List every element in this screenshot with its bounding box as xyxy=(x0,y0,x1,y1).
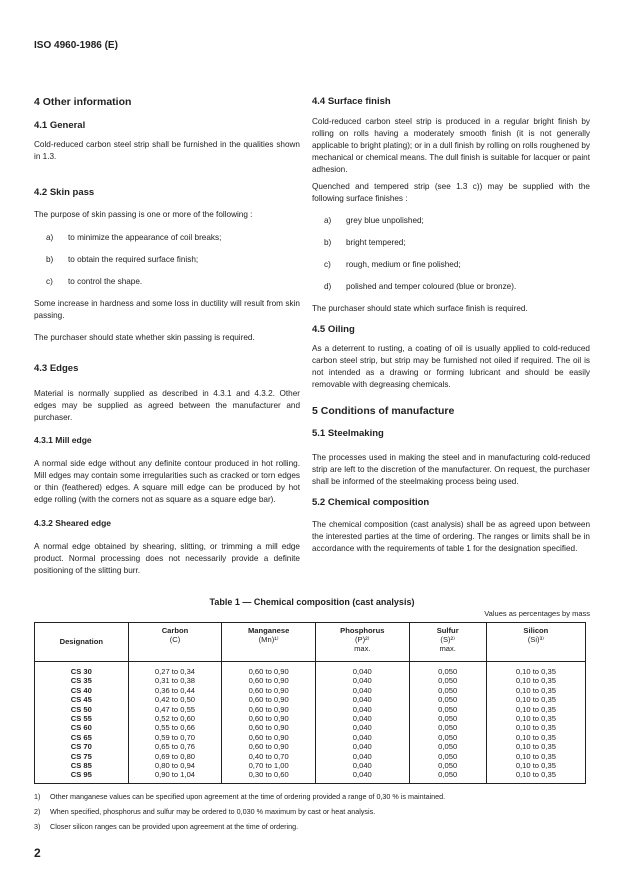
table-cell: CS 70 xyxy=(35,742,129,751)
table-cell: 0,040 xyxy=(315,752,409,761)
table-cell: CS 50 xyxy=(35,705,129,714)
heading-4-5: 4.5 Oiling xyxy=(312,324,355,335)
heading-4: 4 Other information xyxy=(34,96,132,108)
table-cell: 0,60 to 0,90 xyxy=(222,714,316,723)
table-cell: 0,10 to 0,35 xyxy=(486,770,585,783)
column-header xyxy=(128,623,222,662)
right-column xyxy=(312,96,590,555)
table-cell: 0,42 to 0,50 xyxy=(128,695,222,704)
table-cell: 0,040 xyxy=(315,733,409,742)
footnote: 1) Other manganese values can be specified upon agreement at the time of ordering provided a range of 0,30 % is maintained. xyxy=(34,791,446,801)
para-5-2: The chemical composition (cast analysis) shall be as agreed upon between the interested parties at the time of ordering. The ranges or limits shall be in accordance with the requirements of table 1 for the designation specified. xyxy=(312,520,590,553)
para-4-4: Cold-reduced carbon steel strip is produced in a regular bright finish by rolling on rolls having a moderately smooth finish (it is not generally applicable to bright plating); or in a dull finish by rolling on rolls roughened by mechanical or chemical means. The dull finish is suitable for lacquer or paint adhesion. xyxy=(312,117,590,174)
table-cell: 0,040 xyxy=(315,676,409,685)
footnote: 3) Closer silicon ranges can be provided upon agreement at the time of ordering. xyxy=(34,821,299,831)
table-cell: 0,30 to 0,60 xyxy=(222,770,316,783)
table-cell: 0,40 to 0,70 xyxy=(222,752,316,761)
table-cell: 0,050 xyxy=(409,733,486,742)
table-cell: 0,10 to 0,35 xyxy=(486,686,585,695)
column-header-name: Manganese xyxy=(247,626,290,635)
column-header-sub: (Si)³⁾ xyxy=(527,635,544,644)
column-header xyxy=(35,623,129,662)
heading-5-1: 5.1 Steelmaking xyxy=(312,428,384,439)
table-cell: 0,31 to 0,38 xyxy=(128,676,222,685)
table-cell: 0,10 to 0,35 xyxy=(486,676,585,685)
table-cell: 0,65 to 0,76 xyxy=(128,742,222,751)
column-header xyxy=(315,623,409,662)
table-cell: CS 85 xyxy=(35,761,129,770)
heading-4-1: 4.1 General xyxy=(34,120,86,131)
heading-5: 5 Conditions of manufacture xyxy=(312,405,455,417)
table-cell: 0,10 to 0,35 xyxy=(486,742,585,751)
para-4-3: Material is normally supplied as described in 4.3.1 and 4.3.2. Other edges may be supplied as agreed between the manufacturer and purchaser. xyxy=(34,389,300,422)
table-cell: 0,10 to 0,35 xyxy=(486,705,585,714)
table-cell: 0,10 to 0,35 xyxy=(486,723,585,732)
column-header-ex: max. xyxy=(439,644,456,653)
table-cell: 0,050 xyxy=(409,676,486,685)
table-cell: CS 30 xyxy=(35,662,129,677)
table-cell: 0,70 to 1,00 xyxy=(222,761,316,770)
table-cell: 0,040 xyxy=(315,723,409,732)
table-row xyxy=(35,733,586,742)
table-cell: 0,36 to 0,44 xyxy=(128,686,222,695)
table-cell: 0,60 to 0,90 xyxy=(222,662,316,677)
table-cell: 0,10 to 0,35 xyxy=(486,752,585,761)
table-cell: 0,050 xyxy=(409,770,486,783)
table-cell: CS 40 xyxy=(35,686,129,695)
list-item: a) grey blue unpolished; xyxy=(324,216,424,225)
table-row xyxy=(35,761,586,770)
table-cell: 0,10 to 0,35 xyxy=(486,733,585,742)
table-row xyxy=(35,723,586,732)
two-column-text xyxy=(34,96,590,577)
table-cell: 0,60 to 0,90 xyxy=(222,705,316,714)
column-header-sub: (Mn)¹⁾ xyxy=(258,635,279,644)
column-header-sub: (P)²⁾ xyxy=(355,635,370,644)
table-row xyxy=(35,695,586,704)
chemical-composition-table xyxy=(34,622,586,784)
column-header-name: Designation xyxy=(59,637,104,646)
table-cell: CS 35 xyxy=(35,676,129,685)
table-cell: 0,10 to 0,35 xyxy=(486,761,585,770)
table-cell: CS 65 xyxy=(35,733,129,742)
column-header xyxy=(409,623,486,662)
column-header-name: Sulfur xyxy=(436,626,459,635)
column-header xyxy=(486,623,585,662)
column-header-name: Phosphorus xyxy=(340,626,385,635)
table-row xyxy=(35,770,586,783)
table-cell: 0,10 to 0,35 xyxy=(486,695,585,704)
column-header-sub: (S)²⁾ xyxy=(440,635,455,644)
table-cell: 0,69 to 0,80 xyxy=(128,752,222,761)
table-row xyxy=(35,742,586,751)
list-item: d) polished and temper coloured (blue or bronze). xyxy=(324,282,517,291)
table-cell: 0,55 to 0,66 xyxy=(128,723,222,732)
heading-4-3-1: 4.3.1 Mill edge xyxy=(34,435,92,445)
table-cell: 0,10 to 0,35 xyxy=(486,714,585,723)
para-4-3-1: A normal side edge without any definite contour produced in hot rolling. Mill edges may contain some irregularities such as cracked or torn edges or thin (feathered) edges. A square mill edge can be produced by hot edge rolling (with the corners not as square as a square edge bar). xyxy=(34,459,300,504)
left-column xyxy=(34,96,300,577)
table-cell: 0,60 to 0,90 xyxy=(222,723,316,732)
table-cell: CS 45 xyxy=(35,695,129,704)
para-4-4-c: The purchaser should state which surface finish is required. xyxy=(312,304,528,313)
table-row xyxy=(35,676,586,685)
list-item: b) bright tempered; xyxy=(324,238,406,247)
para-4-3-2: A normal edge obtained by shearing, slitting, or trimming a mill edge product. Normal processing does not necessarily provide a definite positioning of the slitting burr. xyxy=(34,542,300,575)
para-4-1: Cold-reduced carbon steel strip shall be furnished in the qualities shown in 1.3. xyxy=(34,140,300,161)
table-section xyxy=(34,597,590,834)
table-cell: 0,050 xyxy=(409,742,486,751)
table-cell: CS 60 xyxy=(35,723,129,732)
table-cell: 0,60 to 0,90 xyxy=(222,733,316,742)
table-cell: 0,040 xyxy=(315,686,409,695)
table-row xyxy=(35,686,586,695)
para-4-2-c: The purchaser should state whether skin passing is required. xyxy=(34,333,255,342)
table-cell: 0,040 xyxy=(315,705,409,714)
heading-5-2: 5.2 Chemical composition xyxy=(312,497,430,508)
table-cell: 0,59 to 0,70 xyxy=(128,733,222,742)
heading-4-2: 4.2 Skin pass xyxy=(34,187,95,198)
table-cell: 0,050 xyxy=(409,662,486,677)
column-header-ex: max. xyxy=(354,644,371,653)
table-cell: 0,60 to 0,90 xyxy=(222,676,316,685)
column-header-name: Carbon xyxy=(161,626,189,635)
table-row xyxy=(35,714,586,723)
list-item: c) rough, medium or fine polished; xyxy=(324,260,461,269)
table-cell: 0,040 xyxy=(315,761,409,770)
table-cell: 0,47 to 0,55 xyxy=(128,705,222,714)
list-item: c) to control the shape. xyxy=(46,277,143,286)
table-cell: 0,040 xyxy=(315,742,409,751)
heading-4-4: 4.4 Surface finish xyxy=(312,96,391,107)
table-cell: 0,050 xyxy=(409,723,486,732)
table-cell: CS 55 xyxy=(35,714,129,723)
table-cell: 0,60 to 0,90 xyxy=(222,686,316,695)
document-header: ISO 4960-1986 (E) xyxy=(34,40,118,51)
heading-4-3: 4.3 Edges xyxy=(34,363,79,374)
header-row xyxy=(35,623,586,662)
table-units-note: Values as percentages by mass xyxy=(484,609,590,618)
page-number: 2 xyxy=(34,845,41,860)
table-body xyxy=(35,662,586,784)
table-cell: 0,60 to 0,90 xyxy=(222,695,316,704)
para-4-2-b: Some increase in hardness and some loss in ductility will result from skin passing. xyxy=(34,299,300,320)
footnotes xyxy=(34,789,590,834)
table-cell: 0,050 xyxy=(409,714,486,723)
table-cell: 0,80 to 0,94 xyxy=(128,761,222,770)
list-item: a) to minimize the appearance of coil breaks; xyxy=(46,233,222,242)
table-cell: 0,040 xyxy=(315,662,409,677)
column-header-name: Silicon xyxy=(523,626,549,635)
table-cell: 0,050 xyxy=(409,705,486,714)
table-cell: 0,27 to 0,34 xyxy=(128,662,222,677)
table-row xyxy=(35,705,586,714)
column-header xyxy=(222,623,316,662)
table-cell: 0,050 xyxy=(409,686,486,695)
column-header-sub: (C) xyxy=(169,635,181,644)
table-row xyxy=(35,752,586,761)
table-title: Table 1 — Chemical composition (cast analysis) xyxy=(209,597,415,607)
para-4-4-b: Quenched and tempered strip (see 1.3 c)) may be supplied with the following surface finishes : xyxy=(312,182,590,203)
para-5-1: The processes used in making the steel and in manufacturing cold-reduced strip are left to the discretion of the manufacturer. On request, the purchaser shall be informed of the steelmaking process being used. xyxy=(312,453,590,486)
table-cell: 0,050 xyxy=(409,752,486,761)
table-cell: 0,040 xyxy=(315,770,409,783)
table-cell: 0,040 xyxy=(315,714,409,723)
table-row xyxy=(35,662,586,677)
list-item: b) to obtain the required surface finish; xyxy=(46,255,199,264)
table-cell: 0,050 xyxy=(409,761,486,770)
table-cell: 0,60 to 0,90 xyxy=(222,742,316,751)
table-cell: CS 95 xyxy=(35,770,129,783)
para-4-2: The purpose of skin passing is one or more of the following : xyxy=(34,210,253,219)
footnote: 2) When specified, phosphorus and sulfur may be ordered to 0,030 % maximum by cast or heat analysis. xyxy=(34,806,376,816)
table-cell: 0,90 to 1,04 xyxy=(128,770,222,783)
table-cell: 0,040 xyxy=(315,695,409,704)
table-cell: 0,050 xyxy=(409,695,486,704)
table-cell: CS 75 xyxy=(35,752,129,761)
table-cell: 0,52 to 0,60 xyxy=(128,714,222,723)
heading-4-3-2: 4.3.2 Sheared edge xyxy=(34,518,112,528)
table-cell: 0,10 to 0,35 xyxy=(486,662,585,677)
para-4-5: As a deterrent to rusting, a coating of oil is usually applied to cold-reduced carbon steel strip, but strip may be furnished not oiled if required. The oil is not intended as a drawing or forming lubricant and should be easily removable with degreasing chemicals. xyxy=(312,344,590,389)
